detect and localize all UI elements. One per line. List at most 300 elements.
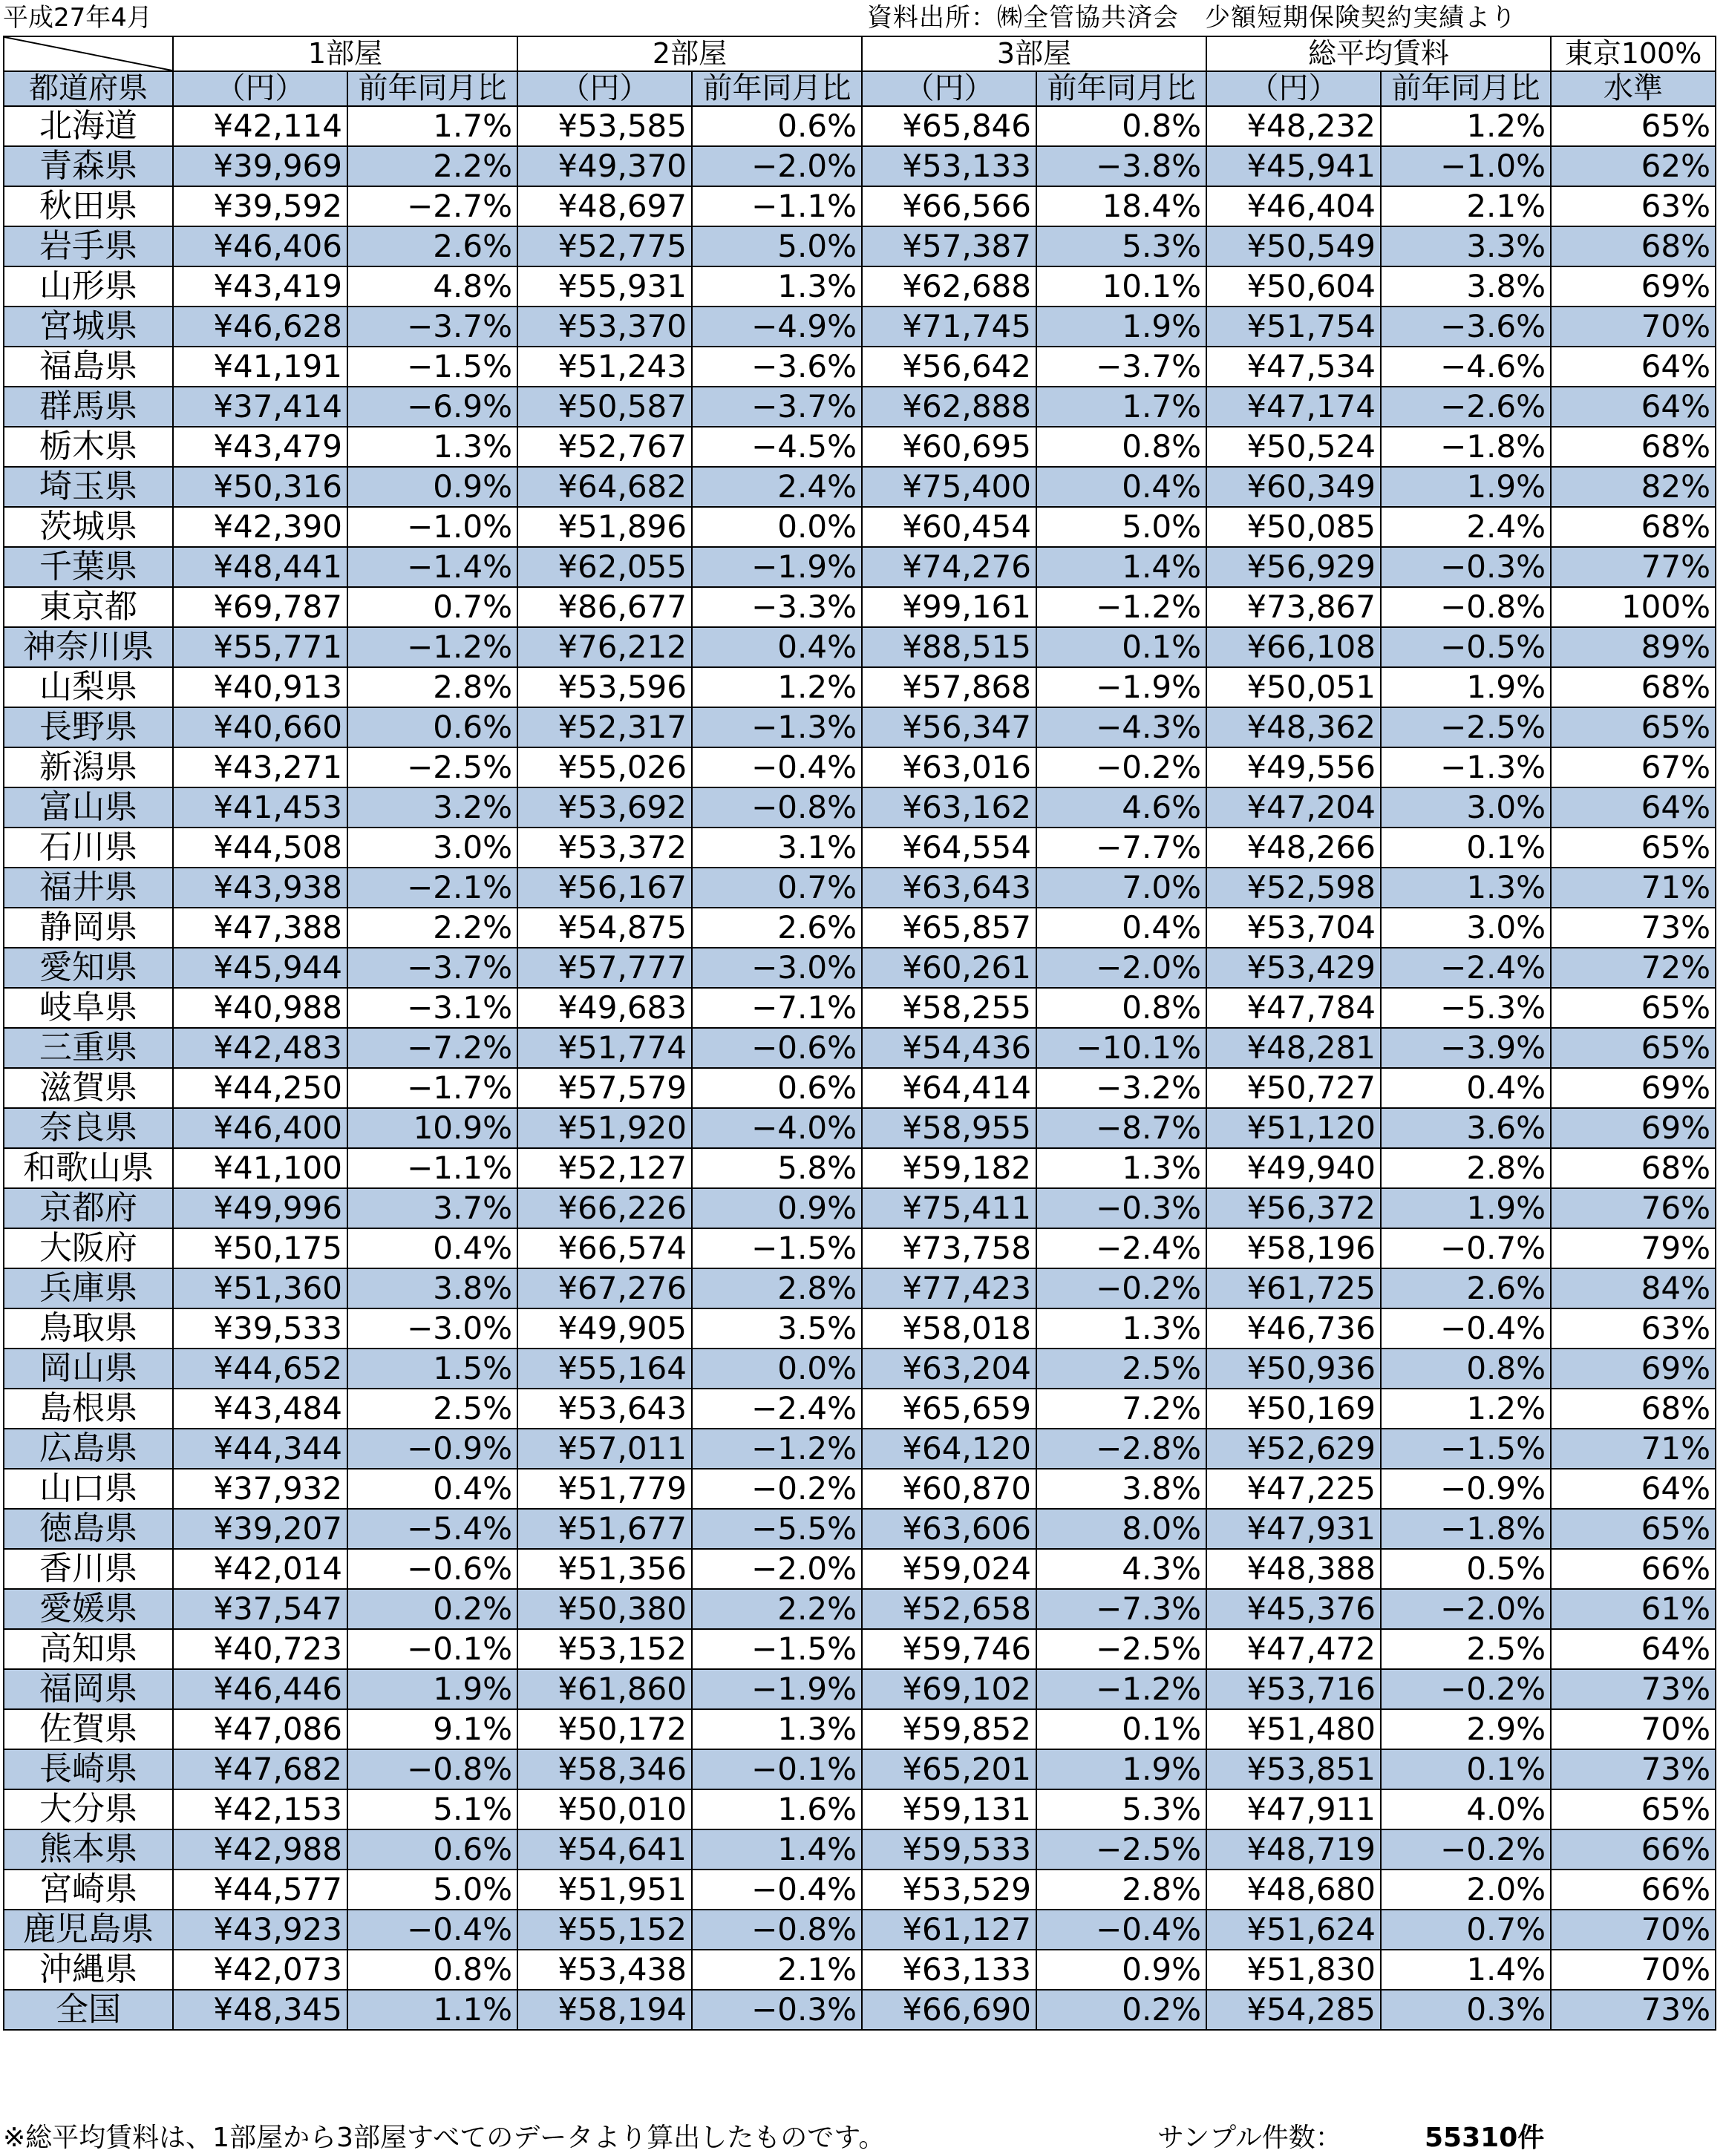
cell-yoy-2room: −3.0% (692, 948, 862, 988)
cell-yoy-2room: 0.6% (692, 1068, 862, 1108)
cell-prefecture: 新潟県 (4, 747, 173, 787)
cell-yoy-3room: −0.2% (1036, 747, 1206, 787)
cell-yoy-total: 1.9% (1381, 467, 1551, 507)
cell-yoy-2room: 0.0% (692, 1349, 862, 1389)
cell-yoy-1room: 3.0% (347, 828, 517, 868)
cell-yoy-3room: −0.2% (1036, 1268, 1206, 1308)
cell-yoy-2room: −0.3% (692, 1990, 862, 2030)
cell-rent-2room: ¥55,026 (517, 747, 692, 787)
cell-yoy-total: 2.0% (1381, 1870, 1551, 1910)
cell-yoy-3room: 5.3% (1036, 226, 1206, 266)
cell-yoy-1room: 0.4% (347, 1228, 517, 1268)
cell-rent-2room: ¥86,677 (517, 587, 692, 627)
cell-rent-1room: ¥39,533 (173, 1308, 347, 1349)
cell-rent-1room: ¥37,414 (173, 387, 347, 427)
cell-rent-total: ¥50,169 (1206, 1389, 1381, 1429)
cell-tokyo-level: 65% (1551, 1028, 1716, 1068)
cell-tokyo-level: 63% (1551, 186, 1716, 226)
cell-yoy-2room: −0.8% (692, 1910, 862, 1950)
cell-tokyo-level: 68% (1551, 667, 1716, 707)
cell-yoy-1room: −1.5% (347, 347, 517, 387)
header-corner (4, 36, 173, 71)
cell-yoy-2room: 1.3% (692, 266, 862, 307)
cell-yoy-total: 0.4% (1381, 1068, 1551, 1108)
cell-prefecture: 宮城県 (4, 307, 173, 347)
cell-yoy-2room: 0.0% (692, 507, 862, 547)
cell-prefecture: 福井県 (4, 868, 173, 908)
cell-tokyo-level: 70% (1551, 307, 1716, 347)
cell-rent-2room: ¥51,356 (517, 1549, 692, 1589)
cell-rent-3room: ¥60,454 (862, 507, 1036, 547)
cell-rent-1room: ¥43,271 (173, 747, 347, 787)
cell-tokyo-level: 65% (1551, 1789, 1716, 1829)
cell-yoy-total: 1.9% (1381, 667, 1551, 707)
cell-yoy-1room: 0.9% (347, 467, 517, 507)
cell-yoy-1room: 0.6% (347, 707, 517, 747)
cell-yoy-1room: 1.3% (347, 427, 517, 467)
header-yen-total: （円） (1206, 71, 1381, 106)
cell-rent-2room: ¥51,951 (517, 1870, 692, 1910)
cell-rent-3room: ¥65,659 (862, 1389, 1036, 1429)
cell-yoy-1room: −3.7% (347, 948, 517, 988)
cell-tokyo-level: 76% (1551, 1188, 1716, 1228)
cell-rent-total: ¥54,285 (1206, 1990, 1381, 2030)
cell-rent-3room: ¥60,870 (862, 1469, 1036, 1509)
cell-rent-total: ¥46,736 (1206, 1308, 1381, 1349)
cell-yoy-3room: −10.1% (1036, 1028, 1206, 1068)
cell-prefecture: 熊本県 (4, 1829, 173, 1870)
cell-yoy-total: −0.2% (1381, 1669, 1551, 1709)
cell-yoy-1room: 0.8% (347, 1950, 517, 1990)
cell-yoy-total: 4.0% (1381, 1789, 1551, 1829)
cell-rent-total: ¥48,266 (1206, 828, 1381, 868)
cell-yoy-total: −3.9% (1381, 1028, 1551, 1068)
cell-rent-total: ¥56,929 (1206, 547, 1381, 587)
table-row (4, 1709, 1716, 1749)
cell-yoy-2room: 5.8% (692, 1148, 862, 1188)
table-row (4, 266, 1716, 307)
cell-prefecture: 岩手県 (4, 226, 173, 266)
cell-rent-total: ¥51,754 (1206, 307, 1381, 347)
cell-rent-1room: ¥55,771 (173, 627, 347, 667)
cell-yoy-total: 0.1% (1381, 1749, 1551, 1789)
cell-yoy-2room: −2.0% (692, 146, 862, 186)
cell-rent-3room: ¥59,746 (862, 1629, 1036, 1669)
cell-rent-1room: ¥46,400 (173, 1108, 347, 1148)
cell-yoy-total: −0.2% (1381, 1829, 1551, 1870)
cell-rent-3room: ¥54,436 (862, 1028, 1036, 1068)
cell-rent-total: ¥50,524 (1206, 427, 1381, 467)
cell-rent-2room: ¥50,587 (517, 387, 692, 427)
cell-rent-3room: ¥66,690 (862, 1990, 1036, 2030)
cell-yoy-2room: −0.6% (692, 1028, 862, 1068)
cell-rent-2room: ¥49,905 (517, 1308, 692, 1349)
cell-prefecture: 岐阜県 (4, 988, 173, 1028)
cell-yoy-2room: −0.2% (692, 1469, 862, 1509)
cell-rent-1room: ¥42,483 (173, 1028, 347, 1068)
cell-prefecture: 宮崎県 (4, 1870, 173, 1910)
cell-yoy-1room: 2.2% (347, 146, 517, 186)
table-row (4, 1829, 1716, 1870)
cell-prefecture: 大阪府 (4, 1228, 173, 1268)
cell-yoy-total: 0.7% (1381, 1910, 1551, 1950)
cell-yoy-2room: −1.2% (692, 1429, 862, 1469)
cell-yoy-total: −3.6% (1381, 307, 1551, 347)
cell-prefecture: 神奈川県 (4, 627, 173, 667)
cell-yoy-1room: 3.8% (347, 1268, 517, 1308)
cell-yoy-2room: 2.4% (692, 467, 862, 507)
cell-rent-2room: ¥56,167 (517, 868, 692, 908)
cell-rent-total: ¥48,362 (1206, 707, 1381, 747)
cell-yoy-total: 0.1% (1381, 828, 1551, 868)
cell-yoy-1room: 0.7% (347, 587, 517, 627)
table-row (4, 226, 1716, 266)
cell-yoy-total: −0.9% (1381, 1469, 1551, 1509)
cell-rent-2room: ¥54,875 (517, 908, 692, 948)
cell-yoy-3room: 0.8% (1036, 106, 1206, 146)
cell-yoy-1room: 3.7% (347, 1188, 517, 1228)
cell-rent-total: ¥49,556 (1206, 747, 1381, 787)
cell-rent-1room: ¥49,996 (173, 1188, 347, 1228)
cell-yoy-3room: −1.9% (1036, 667, 1206, 707)
cell-yoy-2room: −0.8% (692, 787, 862, 828)
cell-tokyo-level: 65% (1551, 828, 1716, 868)
cell-prefecture: 福島県 (4, 347, 173, 387)
report-date: 平成27年4月 (3, 3, 152, 33)
cell-yoy-2room: −3.6% (692, 347, 862, 387)
cell-rent-1room: ¥44,344 (173, 1429, 347, 1469)
table-row (4, 427, 1716, 467)
table-row (4, 747, 1716, 787)
cell-yoy-2room: 5.0% (692, 226, 862, 266)
table-row (4, 908, 1716, 948)
cell-yoy-1room: −0.8% (347, 1749, 517, 1789)
table-row (4, 1228, 1716, 1268)
cell-rent-1room: ¥37,547 (173, 1589, 347, 1629)
cell-yoy-3room: −0.4% (1036, 1910, 1206, 1950)
table-row (4, 186, 1716, 226)
cell-tokyo-level: 64% (1551, 387, 1716, 427)
table-row (4, 1669, 1716, 1709)
cell-tokyo-level: 63% (1551, 1308, 1716, 1349)
cell-yoy-2room: −2.0% (692, 1549, 862, 1589)
cell-rent-2room: ¥53,585 (517, 106, 692, 146)
cell-rent-total: ¥49,940 (1206, 1148, 1381, 1188)
cell-rent-3room: ¥63,162 (862, 787, 1036, 828)
cell-yoy-1room: 5.0% (347, 1870, 517, 1910)
table-row (4, 1990, 1716, 2030)
cell-yoy-total: 3.8% (1381, 266, 1551, 307)
cell-tokyo-level: 73% (1551, 908, 1716, 948)
cell-yoy-total: −0.7% (1381, 1228, 1551, 1268)
cell-tokyo-level: 77% (1551, 547, 1716, 587)
table-row (4, 1549, 1716, 1589)
cell-prefecture: 三重県 (4, 1028, 173, 1068)
cell-rent-2room: ¥51,896 (517, 507, 692, 547)
cell-rent-total: ¥53,704 (1206, 908, 1381, 948)
cell-yoy-total: 2.5% (1381, 1629, 1551, 1669)
cell-tokyo-level: 82% (1551, 467, 1716, 507)
cell-rent-2room: ¥49,370 (517, 146, 692, 186)
cell-rent-3room: ¥56,347 (862, 707, 1036, 747)
cell-tokyo-level: 67% (1551, 747, 1716, 787)
cell-prefecture: 京都府 (4, 1188, 173, 1228)
cell-rent-3room: ¥61,127 (862, 1910, 1036, 1950)
cell-tokyo-level: 69% (1551, 1349, 1716, 1389)
cell-prefecture: 香川県 (4, 1549, 173, 1589)
cell-yoy-1room: 0.6% (347, 1829, 517, 1870)
cell-yoy-total: −1.0% (1381, 146, 1551, 186)
cell-prefecture: 福岡県 (4, 1669, 173, 1709)
cell-tokyo-level: 70% (1551, 1709, 1716, 1749)
cell-rent-3room: ¥57,868 (862, 667, 1036, 707)
cell-yoy-1room: −2.5% (347, 747, 517, 787)
cell-prefecture: 和歌山県 (4, 1148, 173, 1188)
cell-yoy-1room: −2.1% (347, 868, 517, 908)
sample-label: サンプル件数： (1157, 2123, 1342, 2153)
cell-rent-total: ¥47,472 (1206, 1629, 1381, 1669)
cell-prefecture: 沖縄県 (4, 1950, 173, 1990)
cell-yoy-1room: 1.1% (347, 1990, 517, 2030)
cell-rent-total: ¥48,281 (1206, 1028, 1381, 1068)
cell-tokyo-level: 79% (1551, 1228, 1716, 1268)
cell-tokyo-level: 89% (1551, 627, 1716, 667)
header-yen-1: （円） (173, 71, 347, 106)
cell-prefecture: 大分県 (4, 1789, 173, 1829)
cell-yoy-2room: −4.9% (692, 307, 862, 347)
cell-yoy-3room: −2.5% (1036, 1629, 1206, 1669)
cell-rent-2room: ¥52,317 (517, 707, 692, 747)
header-yoy-1: 前年同月比 (347, 71, 517, 106)
cell-tokyo-level: 65% (1551, 988, 1716, 1028)
cell-rent-1room: ¥39,969 (173, 146, 347, 186)
cell-prefecture: 広島県 (4, 1429, 173, 1469)
cell-rent-3room: ¥63,643 (862, 868, 1036, 908)
cell-yoy-2room: 2.1% (692, 1950, 862, 1990)
cell-yoy-total: −1.8% (1381, 1509, 1551, 1549)
table-row (4, 1870, 1716, 1910)
cell-rent-1room: ¥40,660 (173, 707, 347, 747)
cell-yoy-3room: 0.4% (1036, 908, 1206, 948)
cell-yoy-3room: 1.9% (1036, 1749, 1206, 1789)
cell-rent-3room: ¥59,131 (862, 1789, 1036, 1829)
cell-rent-total: ¥50,549 (1206, 226, 1381, 266)
cell-rent-2room: ¥66,574 (517, 1228, 692, 1268)
cell-rent-3room: ¥63,204 (862, 1349, 1036, 1389)
cell-yoy-total: 2.1% (1381, 186, 1551, 226)
header-tokyo: 東京100% (1551, 36, 1716, 71)
cell-yoy-total: 3.6% (1381, 1108, 1551, 1148)
cell-rent-1room: ¥47,682 (173, 1749, 347, 1789)
cell-tokyo-level: 73% (1551, 1990, 1716, 2030)
table-row (4, 1629, 1716, 1669)
cell-rent-3room: ¥77,423 (862, 1268, 1036, 1308)
cell-prefecture: 鹿児島県 (4, 1910, 173, 1950)
cell-yoy-2room: −3.7% (692, 387, 862, 427)
cell-yoy-3room: 1.3% (1036, 1148, 1206, 1188)
cell-yoy-3room: 1.3% (1036, 1308, 1206, 1349)
cell-rent-total: ¥53,716 (1206, 1669, 1381, 1709)
cell-rent-1room: ¥42,073 (173, 1950, 347, 1990)
cell-rent-3room: ¥63,016 (862, 747, 1036, 787)
table-row (4, 347, 1716, 387)
cell-rent-2room: ¥52,127 (517, 1148, 692, 1188)
cell-rent-3room: ¥52,658 (862, 1589, 1036, 1629)
table-row (4, 988, 1716, 1028)
cell-rent-total: ¥66,108 (1206, 627, 1381, 667)
cell-yoy-2room: −1.5% (692, 1629, 862, 1669)
cell-yoy-total: 2.4% (1381, 507, 1551, 547)
table-row (4, 1268, 1716, 1308)
cell-rent-2room: ¥57,011 (517, 1429, 692, 1469)
cell-rent-1room: ¥69,787 (173, 587, 347, 627)
cell-prefecture: 茨城県 (4, 507, 173, 547)
cell-yoy-2room: 1.3% (692, 1709, 862, 1749)
cell-yoy-1room: −0.1% (347, 1629, 517, 1669)
cell-prefecture: 群馬県 (4, 387, 173, 427)
cell-rent-total: ¥45,376 (1206, 1589, 1381, 1629)
cell-rent-1room: ¥48,345 (173, 1990, 347, 2030)
cell-rent-1room: ¥42,390 (173, 507, 347, 547)
cell-rent-1room: ¥42,153 (173, 1789, 347, 1829)
cell-tokyo-level: 68% (1551, 226, 1716, 266)
cell-rent-2room: ¥64,682 (517, 467, 692, 507)
cell-yoy-3room: −7.3% (1036, 1589, 1206, 1629)
cell-rent-2room: ¥67,276 (517, 1268, 692, 1308)
cell-tokyo-level: 64% (1551, 787, 1716, 828)
cell-yoy-1room: 1.5% (347, 1349, 517, 1389)
cell-yoy-1room: −2.7% (347, 186, 517, 226)
cell-prefecture: 滋賀県 (4, 1068, 173, 1108)
table-row (4, 1469, 1716, 1509)
cell-rent-3room: ¥57,387 (862, 226, 1036, 266)
cell-rent-1room: ¥48,441 (173, 547, 347, 587)
cell-yoy-3room: −1.2% (1036, 587, 1206, 627)
cell-yoy-3room: −2.5% (1036, 1829, 1206, 1870)
cell-yoy-1room: −6.9% (347, 387, 517, 427)
cell-rent-2room: ¥53,643 (517, 1389, 692, 1429)
cell-rent-3room: ¥65,201 (862, 1749, 1036, 1789)
cell-rent-2room: ¥57,777 (517, 948, 692, 988)
cell-yoy-3room: −2.8% (1036, 1429, 1206, 1469)
cell-prefecture: 長野県 (4, 707, 173, 747)
cell-tokyo-level: 72% (1551, 948, 1716, 988)
cell-yoy-3room: −3.2% (1036, 1068, 1206, 1108)
cell-yoy-2room: −4.5% (692, 427, 862, 467)
table-row (4, 1068, 1716, 1108)
cell-yoy-2room: 0.9% (692, 1188, 862, 1228)
header-pref: 都道府県 (4, 71, 173, 106)
cell-yoy-1room: −1.4% (347, 547, 517, 587)
cell-rent-3room: ¥65,846 (862, 106, 1036, 146)
table-row (4, 1148, 1716, 1188)
cell-rent-2room: ¥55,164 (517, 1349, 692, 1389)
cell-rent-1room: ¥39,592 (173, 186, 347, 226)
cell-rent-total: ¥48,680 (1206, 1870, 1381, 1910)
table-row (4, 1749, 1716, 1789)
cell-rent-1room: ¥44,250 (173, 1068, 347, 1108)
cell-yoy-total: −0.5% (1381, 627, 1551, 667)
cell-prefecture: 岡山県 (4, 1349, 173, 1389)
cell-yoy-total: −0.4% (1381, 1308, 1551, 1349)
cell-rent-3room: ¥58,018 (862, 1308, 1036, 1349)
cell-yoy-2room: −0.4% (692, 1870, 862, 1910)
cell-rent-2room: ¥50,380 (517, 1589, 692, 1629)
table-row (4, 387, 1716, 427)
cell-yoy-1room: 10.9% (347, 1108, 517, 1148)
cell-rent-total: ¥51,624 (1206, 1910, 1381, 1950)
cell-yoy-3room: −3.8% (1036, 146, 1206, 186)
cell-rent-1room: ¥41,191 (173, 347, 347, 387)
cell-rent-1room: ¥50,316 (173, 467, 347, 507)
cell-rent-3room: ¥73,758 (862, 1228, 1036, 1268)
cell-yoy-1room: 9.1% (347, 1709, 517, 1749)
cell-rent-3room: ¥60,261 (862, 948, 1036, 988)
cell-yoy-1room: 4.8% (347, 266, 517, 307)
cell-tokyo-level: 69% (1551, 1108, 1716, 1148)
cell-rent-1room: ¥42,014 (173, 1549, 347, 1589)
cell-prefecture: 山梨県 (4, 667, 173, 707)
table-row (4, 1509, 1716, 1549)
cell-rent-2room: ¥49,683 (517, 988, 692, 1028)
cell-yoy-1room: −0.6% (347, 1549, 517, 1589)
cell-rent-3room: ¥63,606 (862, 1509, 1036, 1549)
cell-rent-3room: ¥53,529 (862, 1870, 1036, 1910)
table-row (4, 667, 1716, 707)
cell-yoy-total: 2.9% (1381, 1709, 1551, 1749)
cell-rent-3room: ¥64,554 (862, 828, 1036, 868)
cell-rent-2room: ¥53,596 (517, 667, 692, 707)
cell-tokyo-level: 66% (1551, 1829, 1716, 1870)
cell-yoy-total: 3.0% (1381, 787, 1551, 828)
table-row (4, 587, 1716, 627)
cell-rent-total: ¥73,867 (1206, 587, 1381, 627)
cell-rent-total: ¥50,604 (1206, 266, 1381, 307)
cell-rent-3room: ¥74,276 (862, 547, 1036, 587)
cell-yoy-2room: −3.3% (692, 587, 862, 627)
cell-yoy-2room: 3.1% (692, 828, 862, 868)
cell-rent-1room: ¥47,388 (173, 908, 347, 948)
cell-yoy-total: −4.6% (1381, 347, 1551, 387)
cell-yoy-1room: 2.8% (347, 667, 517, 707)
cell-rent-total: ¥47,204 (1206, 787, 1381, 828)
cell-rent-3room: ¥62,688 (862, 266, 1036, 307)
cell-yoy-3room: −2.0% (1036, 948, 1206, 988)
cell-yoy-total: −2.5% (1381, 707, 1551, 747)
cell-yoy-3room: −8.7% (1036, 1108, 1206, 1148)
cell-yoy-total: 2.8% (1381, 1148, 1551, 1188)
cell-yoy-2room: 1.2% (692, 667, 862, 707)
cell-yoy-3room: −4.3% (1036, 707, 1206, 747)
cell-yoy-1room: 3.2% (347, 787, 517, 828)
table-row (4, 146, 1716, 186)
cell-rent-2room: ¥53,152 (517, 1629, 692, 1669)
cell-rent-3room: ¥65,857 (862, 908, 1036, 948)
header-yen-2: （円） (517, 71, 692, 106)
cell-rent-2room: ¥57,579 (517, 1068, 692, 1108)
cell-rent-3room: ¥59,024 (862, 1549, 1036, 1589)
header-row-groups (4, 36, 1716, 71)
header-room3: 3部屋 (862, 36, 1206, 71)
table-row (4, 627, 1716, 667)
cell-rent-1room: ¥43,484 (173, 1389, 347, 1429)
cell-yoy-2room: 0.4% (692, 627, 862, 667)
cell-prefecture: 島根県 (4, 1389, 173, 1429)
cell-rent-3room: ¥64,120 (862, 1429, 1036, 1469)
cell-tokyo-level: 71% (1551, 1429, 1716, 1469)
cell-yoy-2room: −0.4% (692, 747, 862, 787)
cell-yoy-1room: 2.6% (347, 226, 517, 266)
